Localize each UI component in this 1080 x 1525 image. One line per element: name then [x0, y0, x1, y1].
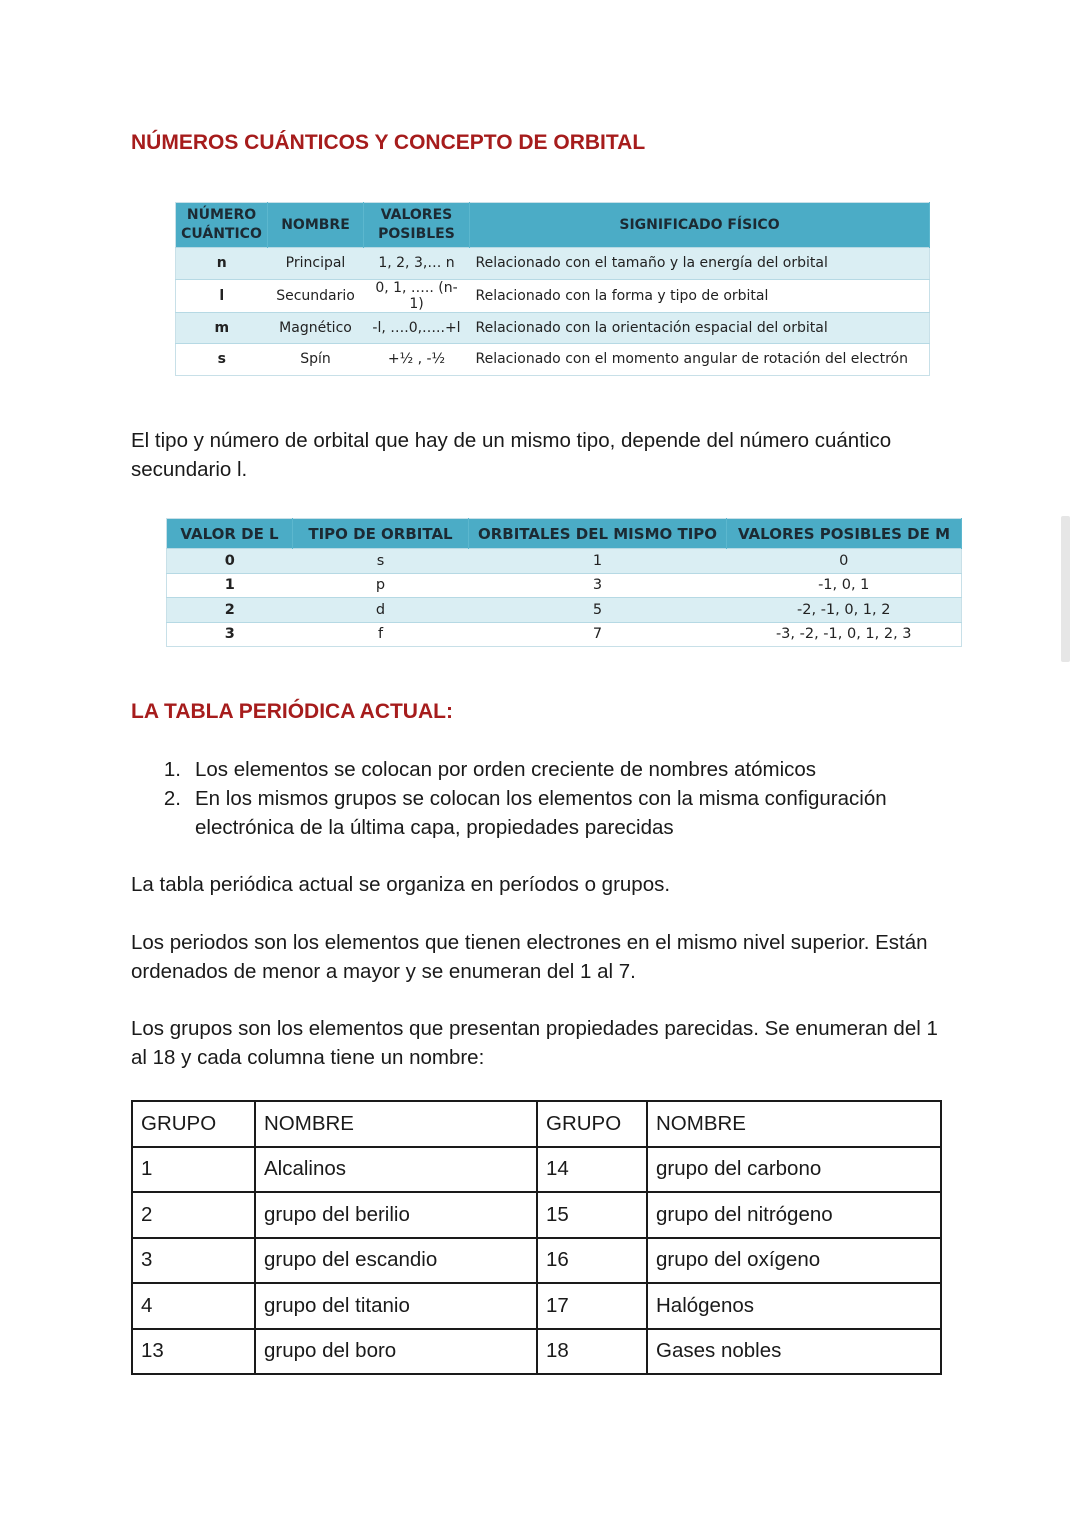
table-row [176, 248, 930, 280]
column-header-valor-de-l: VALOR DE L [167, 519, 293, 549]
table-row [176, 344, 930, 376]
paragraph-groups: Los grupos son los elementos que presentan propiedades parecidas. Se enumeran del 1 al 18 y cada columna tiene un nombre: [131, 1017, 938, 1069]
cell-symbol: m [176, 312, 268, 344]
cell-group-number: 1 [132, 1147, 255, 1193]
table-row [167, 549, 962, 574]
scrollbar[interactable] [1061, 516, 1070, 662]
cell-count: 7 [469, 622, 727, 647]
cell-l: 0 [167, 549, 293, 574]
cell-group-number: 14 [537, 1147, 647, 1193]
orbital-types-table [166, 518, 962, 647]
cell-l: 3 [167, 622, 293, 647]
cell-count: 3 [469, 573, 727, 598]
table-row [167, 598, 962, 623]
header-line: VALORES [380, 207, 453, 223]
cell-group-name: Halógenos [647, 1283, 941, 1329]
cell-group-number: 16 [537, 1238, 647, 1284]
cell-count: 1 [469, 549, 727, 574]
header-line: NÚMERO [186, 207, 257, 223]
cell-name: Magnético [268, 312, 364, 344]
cell-meaning: Relacionado con la forma y tipo de orbital [470, 279, 930, 312]
cell-symbol: l [176, 279, 268, 312]
cell-group-name: grupo del boro [255, 1329, 537, 1375]
list-number: 2. [163, 787, 181, 810]
section-heading-quantum-numbers: NÚMEROS CUÁNTICOS Y CONCEPTO DE ORBITAL [131, 131, 646, 154]
cell-group-number: 13 [132, 1329, 255, 1375]
cell-symbol: s [176, 344, 268, 376]
cell-group-number: 2 [132, 1192, 255, 1238]
cell-values: 1, 2, 3,… n [364, 248, 470, 280]
cell-group-number: 15 [537, 1192, 647, 1238]
cell-m-values: 0 [727, 549, 962, 574]
cell-meaning: Relacionado con la orientación espacial del orbital [470, 312, 930, 344]
column-header-significado-fisico: SIGNIFICADO FÍSICO [470, 203, 930, 248]
cell-group-name: grupo del escandio [255, 1238, 537, 1284]
cell-group-name: grupo del oxígeno [647, 1238, 941, 1284]
table-header-row [132, 1101, 941, 1147]
cell-l: 1 [167, 573, 293, 598]
groups-table [131, 1100, 942, 1375]
cell-name: Secundario [268, 279, 364, 312]
table-row [132, 1238, 941, 1284]
cell-group-number: 4 [132, 1283, 255, 1329]
column-header-numero-cuantico [176, 203, 268, 248]
cell-m-values: -3, -2, -1, 0, 1, 2, 3 [727, 622, 962, 647]
list-item [131, 784, 951, 842]
column-header-grupo: GRUPO [132, 1101, 255, 1147]
header-line: CUÁNTICO [181, 226, 262, 242]
column-header-nombre: NOMBRE [647, 1101, 941, 1147]
column-header-tipo-de-orbital: TIPO DE ORBITAL [293, 519, 469, 549]
column-header-valores-posibles [364, 203, 470, 248]
cell-meaning: Relacionado con el tamaño y la energía del orbital [470, 248, 930, 280]
column-header-orbitales-mismo-tipo: ORBITALES DEL MISMO TIPO [469, 519, 727, 549]
cell-group-number: 18 [537, 1329, 647, 1375]
numbered-list [131, 755, 951, 842]
table-row [132, 1147, 941, 1193]
table-row [132, 1283, 941, 1329]
table-header-row [176, 203, 930, 248]
cell-group-name: Alcalinos [255, 1147, 537, 1193]
cell-values: -l, ….0,…..+l [364, 312, 470, 344]
table-row [167, 622, 962, 647]
column-header-valores-posibles-m: VALORES POSIBLES DE M [727, 519, 962, 549]
list-text: En los mismos grupos se colocan los elementos con la misma configuración electrónica de la última capa, propiedades parecidas [195, 787, 887, 839]
cell-symbol: n [176, 248, 268, 280]
table-row [176, 279, 930, 312]
section-heading-periodic-table: LA TABLA PERIÓDICA ACTUAL: [131, 700, 453, 723]
table-row [167, 573, 962, 598]
paragraph-periods: Los periodos son los elementos que tienen electrones en el mismo nivel superior. Están ordenados de menor a mayor y se enumeran del 1 al 7. [131, 931, 928, 983]
cell-group-name: Gases nobles [647, 1329, 941, 1375]
column-header-nombre: NOMBRE [268, 203, 364, 248]
cell-group-name: grupo del berilio [255, 1192, 537, 1238]
list-text: Los elementos se colocan por orden creciente de nombres atómicos [195, 758, 817, 781]
cell-values: +½ , -½ [364, 344, 470, 376]
list-item [131, 755, 951, 784]
header-line: POSIBLES [378, 226, 455, 242]
paragraph-organization: La tabla periódica actual se organiza en períodos o grupos. [131, 873, 671, 896]
cell-group-name: grupo del titanio [255, 1283, 537, 1329]
table-header-row [167, 519, 962, 549]
cell-group-name: grupo del nitrógeno [647, 1192, 941, 1238]
table-row [132, 1329, 941, 1375]
cell-values: 0, 1, ….. (n-1) [364, 279, 470, 312]
cell-group-number: 17 [537, 1283, 647, 1329]
cell-name: Spín [268, 344, 364, 376]
cell-group-name: grupo del carbono [647, 1147, 941, 1193]
column-header-nombre: NOMBRE [255, 1101, 537, 1147]
column-header-grupo: GRUPO [537, 1101, 647, 1147]
cell-type: p [293, 573, 469, 598]
cell-group-number: 3 [132, 1238, 255, 1284]
table-row [132, 1192, 941, 1238]
orbital-intro-paragraph: El tipo y número de orbital que hay de un mismo tipo, depende del número cuántico secundario l. [131, 429, 892, 481]
cell-m-values: -2, -1, 0, 1, 2 [727, 598, 962, 623]
quantum-numbers-table [175, 202, 930, 376]
cell-count: 5 [469, 598, 727, 623]
cell-meaning: Relacionado con el momento angular de rotación del electrón [470, 344, 930, 376]
cell-m-values: -1, 0, 1 [727, 573, 962, 598]
cell-type: f [293, 622, 469, 647]
list-number: 1. [163, 758, 181, 781]
cell-l: 2 [167, 598, 293, 623]
table-row [176, 312, 930, 344]
cell-name: Principal [268, 248, 364, 280]
cell-type: d [293, 598, 469, 623]
cell-type: s [293, 549, 469, 574]
